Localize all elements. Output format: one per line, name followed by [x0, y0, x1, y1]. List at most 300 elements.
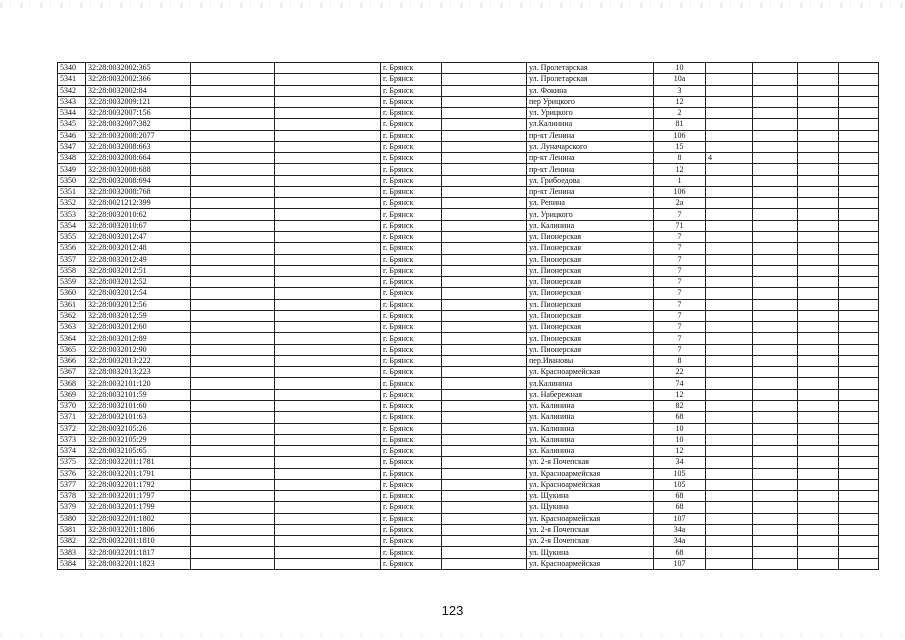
empty-cell: [798, 254, 839, 265]
table-row: [58, 412, 879, 423]
row-number-cell: 5383: [58, 547, 86, 558]
empty-cell: [839, 423, 879, 434]
row-number-cell: 5340: [58, 63, 86, 74]
city-cell: г. Брянск: [381, 85, 442, 96]
empty-cell: [839, 558, 879, 569]
house-number-cell: 68: [654, 491, 706, 502]
cadastral-number-cell: 32:28:0032201:1802: [86, 513, 191, 524]
table-row: [58, 96, 879, 107]
city-cell: г. Брянск: [381, 119, 442, 130]
apartment-cell: [706, 468, 753, 479]
apartment-cell: [706, 209, 753, 220]
empty-cell: [275, 322, 381, 333]
empty-cell: [753, 63, 798, 74]
empty-cell: [442, 468, 527, 479]
empty-cell: [839, 209, 879, 220]
empty-cell: [798, 400, 839, 411]
cadastral-number-cell: 32:28:0021212:399: [86, 198, 191, 209]
empty-cell: [839, 130, 879, 141]
empty-cell: [191, 491, 275, 502]
empty-cell: [191, 288, 275, 299]
apartment-cell: [706, 119, 753, 130]
empty-cell: [191, 378, 275, 389]
apartment-cell: [706, 186, 753, 197]
house-number-cell: 10: [654, 63, 706, 74]
table-row: [58, 164, 879, 175]
apartment-cell: [706, 175, 753, 186]
city-cell: г. Брянск: [381, 175, 442, 186]
empty-cell: [753, 558, 798, 569]
empty-cell: [275, 209, 381, 220]
row-number-cell: 5365: [58, 344, 86, 355]
apartment-cell: [706, 400, 753, 411]
house-number-cell: 3: [654, 85, 706, 96]
empty-cell: [275, 277, 381, 288]
row-number-cell: 5378: [58, 491, 86, 502]
empty-cell: [839, 468, 879, 479]
empty-cell: [191, 164, 275, 175]
empty-cell: [798, 479, 839, 490]
empty-cell: [275, 254, 381, 265]
empty-cell: [191, 85, 275, 96]
street-cell: ул. Щукина: [527, 502, 654, 513]
empty-cell: [191, 400, 275, 411]
empty-cell: [839, 446, 879, 457]
table-row: [58, 186, 879, 197]
street-cell: ул. Калинина: [527, 423, 654, 434]
empty-cell: [798, 119, 839, 130]
street-cell: пер Урицкого: [527, 96, 654, 107]
city-cell: г. Брянск: [381, 547, 442, 558]
apartment-cell: [706, 502, 753, 513]
row-number-cell: 5374: [58, 446, 86, 457]
row-number-cell: 5349: [58, 164, 86, 175]
row-number-cell: 5359: [58, 277, 86, 288]
empty-cell: [839, 502, 879, 513]
empty-cell: [275, 468, 381, 479]
empty-cell: [191, 254, 275, 265]
cadastral-number-cell: 32:28:0032201:1799: [86, 502, 191, 513]
cadastral-number-cell: 32:28:0032012:54: [86, 288, 191, 299]
cadastral-number-cell: 32:28:0032201:1806: [86, 524, 191, 535]
table-row: [58, 434, 879, 445]
empty-cell: [753, 502, 798, 513]
apartment-cell: [706, 491, 753, 502]
city-cell: г. Брянск: [381, 389, 442, 400]
empty-cell: [839, 220, 879, 231]
empty-cell: [275, 513, 381, 524]
empty-cell: [275, 85, 381, 96]
empty-cell: [753, 491, 798, 502]
table-row: [58, 524, 879, 535]
apartment-cell: [706, 108, 753, 119]
city-cell: г. Брянск: [381, 96, 442, 107]
empty-cell: [798, 412, 839, 423]
empty-cell: [442, 558, 527, 569]
table-row: [58, 130, 879, 141]
street-cell: ул.Калинина: [527, 119, 654, 130]
empty-cell: [798, 220, 839, 231]
empty-cell: [275, 491, 381, 502]
empty-cell: [798, 277, 839, 288]
apartment-cell: [706, 198, 753, 209]
empty-cell: [839, 74, 879, 85]
apartment-cell: [706, 479, 753, 490]
empty-cell: [275, 479, 381, 490]
city-cell: г. Брянск: [381, 412, 442, 423]
apartment-cell: [706, 254, 753, 265]
empty-cell: [753, 468, 798, 479]
row-number-cell: 5342: [58, 85, 86, 96]
house-number-cell: 34а: [654, 524, 706, 535]
table-row: [58, 198, 879, 209]
street-cell: ул. 2-я Почепская: [527, 536, 654, 547]
table-row: [58, 288, 879, 299]
row-number-cell: 5375: [58, 457, 86, 468]
empty-cell: [191, 108, 275, 119]
table-row: [58, 513, 879, 524]
cadastral-number-cell: 32:28:0032012:48: [86, 243, 191, 254]
empty-cell: [191, 389, 275, 400]
house-number-cell: 106: [654, 130, 706, 141]
city-cell: г. Брянск: [381, 491, 442, 502]
house-number-cell: 12: [654, 446, 706, 457]
apartment-cell: [706, 164, 753, 175]
empty-cell: [753, 288, 798, 299]
empty-cell: [839, 85, 879, 96]
cadastral-number-cell: 32:28:0032012:49: [86, 254, 191, 265]
empty-cell: [275, 434, 381, 445]
row-number-cell: 5357: [58, 254, 86, 265]
city-cell: г. Брянск: [381, 344, 442, 355]
house-number-cell: 68: [654, 502, 706, 513]
street-cell: ул. Пионерская: [527, 243, 654, 254]
empty-cell: [442, 130, 527, 141]
empty-cell: [275, 524, 381, 535]
empty-cell: [839, 198, 879, 209]
empty-cell: [191, 153, 275, 164]
apartment-cell: [706, 141, 753, 152]
empty-cell: [798, 186, 839, 197]
street-cell: ул. Красноармейская: [527, 367, 654, 378]
empty-cell: [442, 231, 527, 242]
street-cell: ул. Красноармейская: [527, 558, 654, 569]
house-number-cell: 12: [654, 389, 706, 400]
table-row: [58, 322, 879, 333]
street-cell: ул. Пролетарская: [527, 74, 654, 85]
table-row: [58, 536, 879, 547]
apartment-cell: [706, 389, 753, 400]
cadastral-number-cell: 32:28:0032008:694: [86, 175, 191, 186]
street-cell: ул. Фокина: [527, 85, 654, 96]
empty-cell: [442, 524, 527, 535]
empty-cell: [442, 479, 527, 490]
city-cell: г. Брянск: [381, 558, 442, 569]
empty-cell: [442, 85, 527, 96]
empty-cell: [798, 243, 839, 254]
cadastral-number-cell: 32:28:0032007:382: [86, 119, 191, 130]
empty-cell: [798, 513, 839, 524]
apartment-cell: [706, 513, 753, 524]
table-row: [58, 209, 879, 220]
empty-cell: [798, 164, 839, 175]
empty-cell: [191, 186, 275, 197]
house-number-cell: 7: [654, 254, 706, 265]
street-cell: ул. Щукина: [527, 491, 654, 502]
page-number: 123: [441, 603, 464, 618]
street-cell: ул.Калинина: [527, 378, 654, 389]
empty-cell: [275, 74, 381, 85]
empty-cell: [798, 468, 839, 479]
empty-cell: [275, 153, 381, 164]
empty-cell: [191, 344, 275, 355]
cadastral-number-cell: 32:28:0032007:156: [86, 108, 191, 119]
empty-cell: [191, 141, 275, 152]
table-row: [58, 378, 879, 389]
empty-cell: [442, 209, 527, 220]
empty-cell: [798, 367, 839, 378]
house-number-cell: 107: [654, 513, 706, 524]
empty-cell: [442, 288, 527, 299]
empty-cell: [442, 502, 527, 513]
empty-cell: [798, 457, 839, 468]
empty-cell: [275, 119, 381, 130]
table-row: [58, 457, 879, 468]
row-number-cell: 5363: [58, 322, 86, 333]
house-number-cell: 2а: [654, 198, 706, 209]
empty-cell: [839, 367, 879, 378]
row-number-cell: 5351: [58, 186, 86, 197]
empty-cell: [753, 186, 798, 197]
row-number-cell: 5355: [58, 231, 86, 242]
empty-cell: [753, 209, 798, 220]
empty-cell: [442, 277, 527, 288]
empty-cell: [442, 265, 527, 276]
empty-cell: [839, 186, 879, 197]
house-number-cell: 7: [654, 333, 706, 344]
street-cell: пер.Ивановы: [527, 355, 654, 366]
empty-cell: [753, 243, 798, 254]
table-row: [58, 389, 879, 400]
empty-cell: [191, 423, 275, 434]
row-number-cell: 5384: [58, 558, 86, 569]
apartment-cell: [706, 310, 753, 321]
cadastral-number-cell: 32:28:0032002:366: [86, 74, 191, 85]
empty-cell: [442, 164, 527, 175]
street-cell: ул. Калинина: [527, 434, 654, 445]
cadastral-number-cell: 32:28:0032013:222: [86, 355, 191, 366]
table-row: [58, 299, 879, 310]
empty-cell: [442, 513, 527, 524]
house-number-cell: 34а: [654, 536, 706, 547]
apartment-cell: [706, 299, 753, 310]
apartment-cell: [706, 355, 753, 366]
city-cell: г. Брянск: [381, 299, 442, 310]
empty-cell: [798, 265, 839, 276]
empty-cell: [275, 547, 381, 558]
empty-cell: [275, 288, 381, 299]
empty-cell: [753, 400, 798, 411]
empty-cell: [191, 513, 275, 524]
house-number-cell: 7: [654, 209, 706, 220]
apartment-cell: [706, 96, 753, 107]
empty-cell: [798, 299, 839, 310]
street-cell: ул. Калинина: [527, 400, 654, 411]
cadastral-number-cell: 32:28:0032012:52: [86, 277, 191, 288]
empty-cell: [798, 209, 839, 220]
empty-cell: [442, 108, 527, 119]
city-cell: г. Брянск: [381, 524, 442, 535]
row-number-cell: 5341: [58, 74, 86, 85]
house-number-cell: 105: [654, 479, 706, 490]
empty-cell: [191, 367, 275, 378]
empty-cell: [442, 175, 527, 186]
empty-cell: [798, 198, 839, 209]
empty-cell: [191, 468, 275, 479]
house-number-cell: 10: [654, 434, 706, 445]
cadastral-number-cell: 32:28:0032105:29: [86, 434, 191, 445]
row-number-cell: 5354: [58, 220, 86, 231]
city-cell: г. Брянск: [381, 108, 442, 119]
row-number-cell: 5380: [58, 513, 86, 524]
house-number-cell: 12: [654, 164, 706, 175]
empty-cell: [753, 277, 798, 288]
empty-cell: [275, 186, 381, 197]
house-number-cell: 7: [654, 322, 706, 333]
empty-cell: [839, 153, 879, 164]
apartment-cell: [706, 63, 753, 74]
empty-cell: [442, 457, 527, 468]
empty-cell: [275, 130, 381, 141]
row-number-cell: 5346: [58, 130, 86, 141]
apartment-cell: [706, 457, 753, 468]
apartment-cell: [706, 367, 753, 378]
cadastral-number-cell: 32:28:0032101:59: [86, 389, 191, 400]
empty-cell: [191, 502, 275, 513]
empty-cell: [839, 96, 879, 107]
city-cell: г. Брянск: [381, 130, 442, 141]
empty-cell: [191, 333, 275, 344]
empty-cell: [798, 547, 839, 558]
empty-cell: [839, 63, 879, 74]
empty-cell: [839, 524, 879, 535]
row-number-cell: 5369: [58, 389, 86, 400]
empty-cell: [798, 74, 839, 85]
house-number-cell: 106: [654, 186, 706, 197]
empty-cell: [275, 502, 381, 513]
table-row: [58, 355, 879, 366]
empty-cell: [839, 479, 879, 490]
city-cell: г. Брянск: [381, 310, 442, 321]
empty-cell: [798, 502, 839, 513]
city-cell: г. Брянск: [381, 243, 442, 254]
empty-cell: [798, 434, 839, 445]
street-cell: ул. 2-я Почепская: [527, 457, 654, 468]
apartment-cell: [706, 74, 753, 85]
house-number-cell: 2: [654, 108, 706, 119]
table-row: [58, 491, 879, 502]
row-number-cell: 5376: [58, 468, 86, 479]
empty-cell: [839, 344, 879, 355]
cadastral-number-cell: 32:28:0032101:63: [86, 412, 191, 423]
street-cell: ул. Пролетарская: [527, 63, 654, 74]
street-cell: пр-кт Ленина: [527, 130, 654, 141]
empty-cell: [191, 299, 275, 310]
empty-cell: [839, 254, 879, 265]
empty-cell: [191, 434, 275, 445]
empty-cell: [191, 536, 275, 547]
empty-cell: [798, 389, 839, 400]
apartment-cell: [706, 378, 753, 389]
cadastral-number-cell: 32:28:0032201:1810: [86, 536, 191, 547]
house-number-cell: 8: [654, 153, 706, 164]
house-number-cell: 8: [654, 355, 706, 366]
street-cell: ул. Калинина: [527, 412, 654, 423]
street-cell: ул. Пионерская: [527, 322, 654, 333]
empty-cell: [798, 153, 839, 164]
empty-cell: [839, 299, 879, 310]
street-cell: ул. Красноармейская: [527, 479, 654, 490]
apartment-cell: [706, 524, 753, 535]
city-cell: г. Брянск: [381, 153, 442, 164]
city-cell: г. Брянск: [381, 479, 442, 490]
row-number-cell: 5373: [58, 434, 86, 445]
empty-cell: [753, 412, 798, 423]
empty-cell: [753, 434, 798, 445]
table-row: [58, 367, 879, 378]
empty-cell: [442, 220, 527, 231]
apartment-cell: [706, 243, 753, 254]
house-number-cell: 10а: [654, 74, 706, 85]
scan-artifact-bottom: [0, 633, 905, 637]
city-cell: г. Брянск: [381, 63, 442, 74]
empty-cell: [753, 389, 798, 400]
apartment-cell: [706, 322, 753, 333]
empty-cell: [839, 243, 879, 254]
empty-cell: [839, 322, 879, 333]
apartment-cell: [706, 412, 753, 423]
city-cell: г. Брянск: [381, 434, 442, 445]
city-cell: г. Брянск: [381, 502, 442, 513]
house-number-cell: 34: [654, 457, 706, 468]
street-cell: ул. Урицкого: [527, 209, 654, 220]
empty-cell: [191, 231, 275, 242]
empty-cell: [275, 457, 381, 468]
empty-cell: [275, 63, 381, 74]
empty-cell: [275, 141, 381, 152]
table-row: [58, 333, 879, 344]
empty-cell: [753, 513, 798, 524]
apartment-cell: [706, 220, 753, 231]
city-cell: г. Брянск: [381, 198, 442, 209]
apartment-cell: [706, 130, 753, 141]
empty-cell: [275, 265, 381, 276]
table-row: [58, 175, 879, 186]
cadastral-number-cell: 32:28:0032201:1781: [86, 457, 191, 468]
house-number-cell: 71: [654, 220, 706, 231]
street-cell: ул. Пионерская: [527, 265, 654, 276]
empty-cell: [442, 153, 527, 164]
empty-cell: [839, 355, 879, 366]
table-row: [58, 119, 879, 130]
empty-cell: [442, 423, 527, 434]
row-number-cell: 5348: [58, 153, 86, 164]
cadastral-number-cell: 32:28:0032008:688: [86, 164, 191, 175]
empty-cell: [442, 243, 527, 254]
apartment-cell: [706, 423, 753, 434]
empty-cell: [442, 299, 527, 310]
table-row: [58, 63, 879, 74]
